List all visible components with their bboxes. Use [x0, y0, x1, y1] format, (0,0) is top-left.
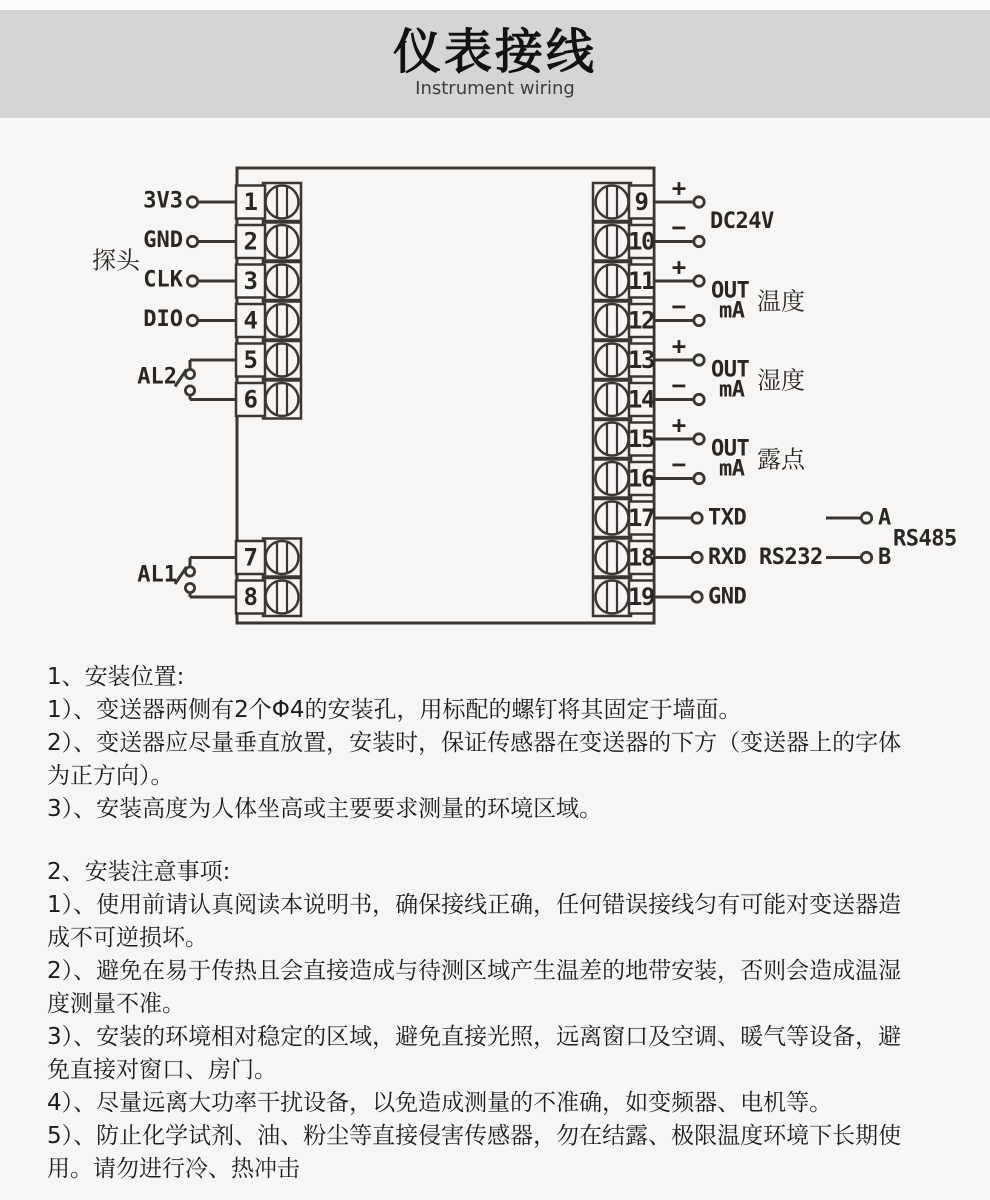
rs485-wires [826, 513, 872, 563]
section2-item: 免直接对窗口、房门。 [47, 1057, 277, 1083]
minus-sign-dc24v: − [671, 213, 687, 242]
ma-label-dew: mA [719, 456, 745, 482]
terminal-number-4: 4 [243, 306, 257, 335]
right-terminal-blocks [593, 183, 655, 616]
rs485-b-label: B [878, 545, 891, 570]
section2-item: 5）、防止化学试剂、油、粉尘等直接侵害传感器，勿在结露、极限温度环境下长期使 [47, 1123, 902, 1149]
ma-label-humi: mA [719, 377, 745, 403]
terminal-number-16: 16 [628, 464, 654, 493]
pin-label-dio: DIO [143, 307, 183, 332]
dewpoint-label: 露点 [757, 446, 805, 474]
rs485-a-label: A [878, 505, 891, 531]
plus-sign-dew: + [671, 411, 687, 439]
terminal-number-10: 10 [628, 227, 654, 256]
ma-label-temp: mA [719, 298, 745, 324]
install-notes-section [47, 856, 967, 1186]
minus-sign-temp: − [671, 292, 687, 321]
probe-label: 探头 [92, 247, 140, 275]
install-position-section [47, 661, 967, 826]
page-subtitle: Instrument wiring [415, 78, 575, 99]
out-label-dew: OUT [711, 436, 750, 462]
out-label-temp: OUT [711, 278, 750, 304]
terminal-number-18: 18 [628, 543, 654, 572]
dc24v-label: DC24V [710, 209, 774, 234]
pin-label-gnd: GND [143, 228, 183, 253]
rs485-label: RS485 [893, 526, 957, 552]
terminal-number-14: 14 [628, 385, 654, 414]
out-label-humi: OUT [711, 357, 750, 383]
section2-item: 成不可逆损坏。 [47, 925, 208, 951]
section1-item: 2）、变送器应尽量垂直放置，安装时，保证传感器在变送器的下方（变送器上的字体 [47, 730, 902, 756]
terminal-number-7: 7 [243, 543, 257, 572]
left-terminal-blocks [236, 183, 301, 616]
terminal-number-15: 15 [628, 425, 654, 453]
section2-item: 度测量不准。 [47, 991, 185, 1017]
temperature-label: 温度 [757, 288, 805, 316]
rxd-rs232-label: RXD RS232 [708, 545, 823, 570]
section2-item: 4）、尽量远离大功率干扰设备，以免造成测量的不准确，如变频器、电机等。 [47, 1090, 833, 1116]
al2-label: AL2 [137, 364, 177, 390]
terminal-number-5: 5 [243, 346, 257, 374]
terminal-number-17: 17 [628, 504, 654, 532]
terminal-number-6: 6 [243, 385, 257, 414]
serial-pin-wires [654, 513, 702, 602]
minus-sign-dew: − [671, 450, 687, 479]
txd-label: TXD [708, 505, 747, 531]
section1-item: 3）、安装高度为人体坐高或主要要求测量的环境区域。 [47, 796, 603, 822]
plus-sign-humi: + [671, 332, 687, 360]
section2-item: 用。请勿进行冷、热冲击 [47, 1156, 300, 1182]
section2-item: 2）、避免在易于传热且会直接造成与待测区域产生温差的地带安装，否则会造成温湿 [47, 958, 902, 984]
section1-heading: 1、安装位置: [47, 664, 185, 690]
terminal-number-8: 8 [243, 583, 257, 611]
terminal-number-12: 12 [628, 306, 654, 335]
pin-label-clk: CLK [143, 267, 183, 293]
plus-sign-dc24v: + [671, 174, 687, 202]
section2-item: 1）、使用前请认真阅读本说明书，确保接线正确，任何错误接线匀有可能对变送器造 [47, 892, 902, 918]
section1-item: 1）、变送器两侧有2个Φ4的安装孔，用标配的螺钉将其固定于墙面。 [47, 697, 742, 723]
humidity-label: 湿度 [757, 367, 805, 395]
section2-heading: 2、安装注意事项: [47, 859, 231, 885]
terminal-number-2: 2 [243, 227, 257, 256]
minus-sign-humi: − [671, 371, 687, 400]
section1-item: 为正方向）。 [47, 763, 174, 789]
pin-label-3v3: 3V3 [143, 188, 183, 214]
terminal-number-19: 19 [628, 583, 654, 611]
probe-pin-wires [187, 197, 237, 326]
terminal-number-11: 11 [628, 267, 654, 295]
al2-contact [175, 360, 237, 400]
terminal-number-3: 3 [243, 267, 257, 295]
page-title: 仪表接线 [392, 24, 597, 80]
al1-contact [175, 558, 237, 598]
section2-item: 3）、安装的环境相对稳定的区域，避免直接光照，远离窗口及空调、暖气等设备，避 [47, 1024, 902, 1050]
serial-gnd-label: GND [708, 584, 747, 610]
al1-label: AL1 [137, 562, 177, 588]
terminal-number-9: 9 [634, 188, 648, 216]
plus-sign-temp: + [671, 253, 687, 281]
terminal-number-13: 13 [628, 346, 654, 374]
terminal-number-1: 1 [243, 188, 257, 216]
